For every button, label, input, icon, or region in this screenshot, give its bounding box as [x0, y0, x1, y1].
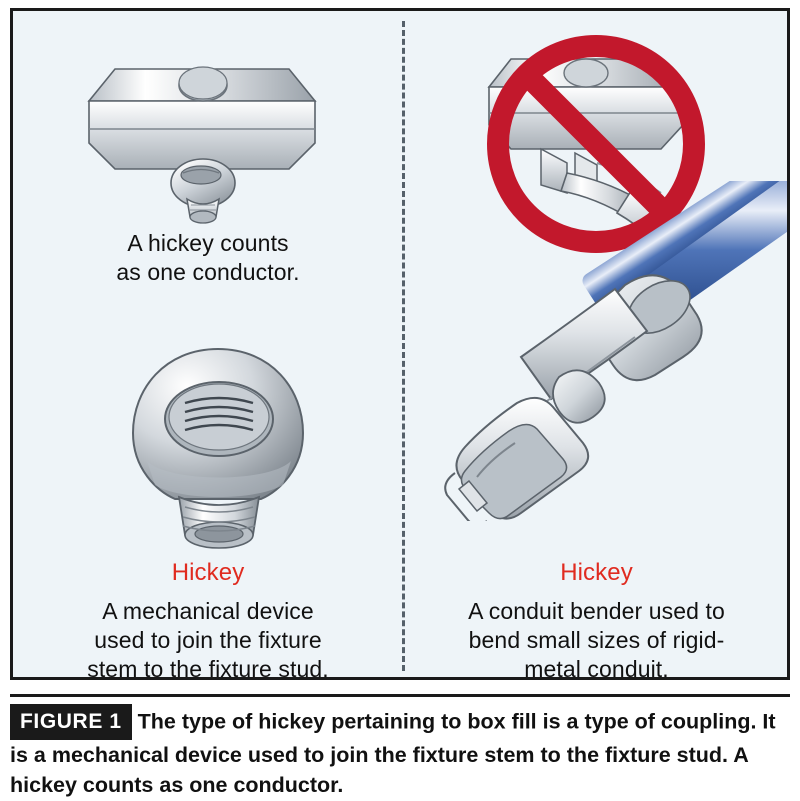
figure-caption-block: [10, 694, 790, 797]
hickey-bender-with-conduit-illustration: [413, 181, 790, 521]
hickey-coupling-body-illustration: [123, 341, 313, 556]
panel-divider: [402, 21, 405, 671]
left-panel-title: Hickey: [171, 559, 245, 586]
figure-caption-text: The type of hickey pertaining to box fill is a type of coupling. It is a mechanical device used to join the fixture stem to the fixture stud. A hickey counts as one conductor.: [10, 709, 776, 797]
right-panel-column: [403, 11, 790, 680]
hickey-coupling-on-box-illustration: [75, 47, 345, 227]
figure-rule: [10, 694, 790, 697]
left-top-caption: A hickey counts as one conductor.: [116, 230, 300, 285]
figure-caption-line: [10, 704, 790, 800]
right-panel-body: A conduit bender used to bend small sizes of rigid- metal conduit.: [468, 598, 725, 680]
illustration-panel: [10, 8, 790, 680]
left-panel-column: [13, 11, 403, 680]
left-panel-body: A mechanical device used to join the fixture stem to the fixture stud.: [87, 598, 329, 680]
figure-badge: FIGURE 1: [10, 704, 132, 740]
right-panel-title: Hickey: [560, 559, 633, 586]
